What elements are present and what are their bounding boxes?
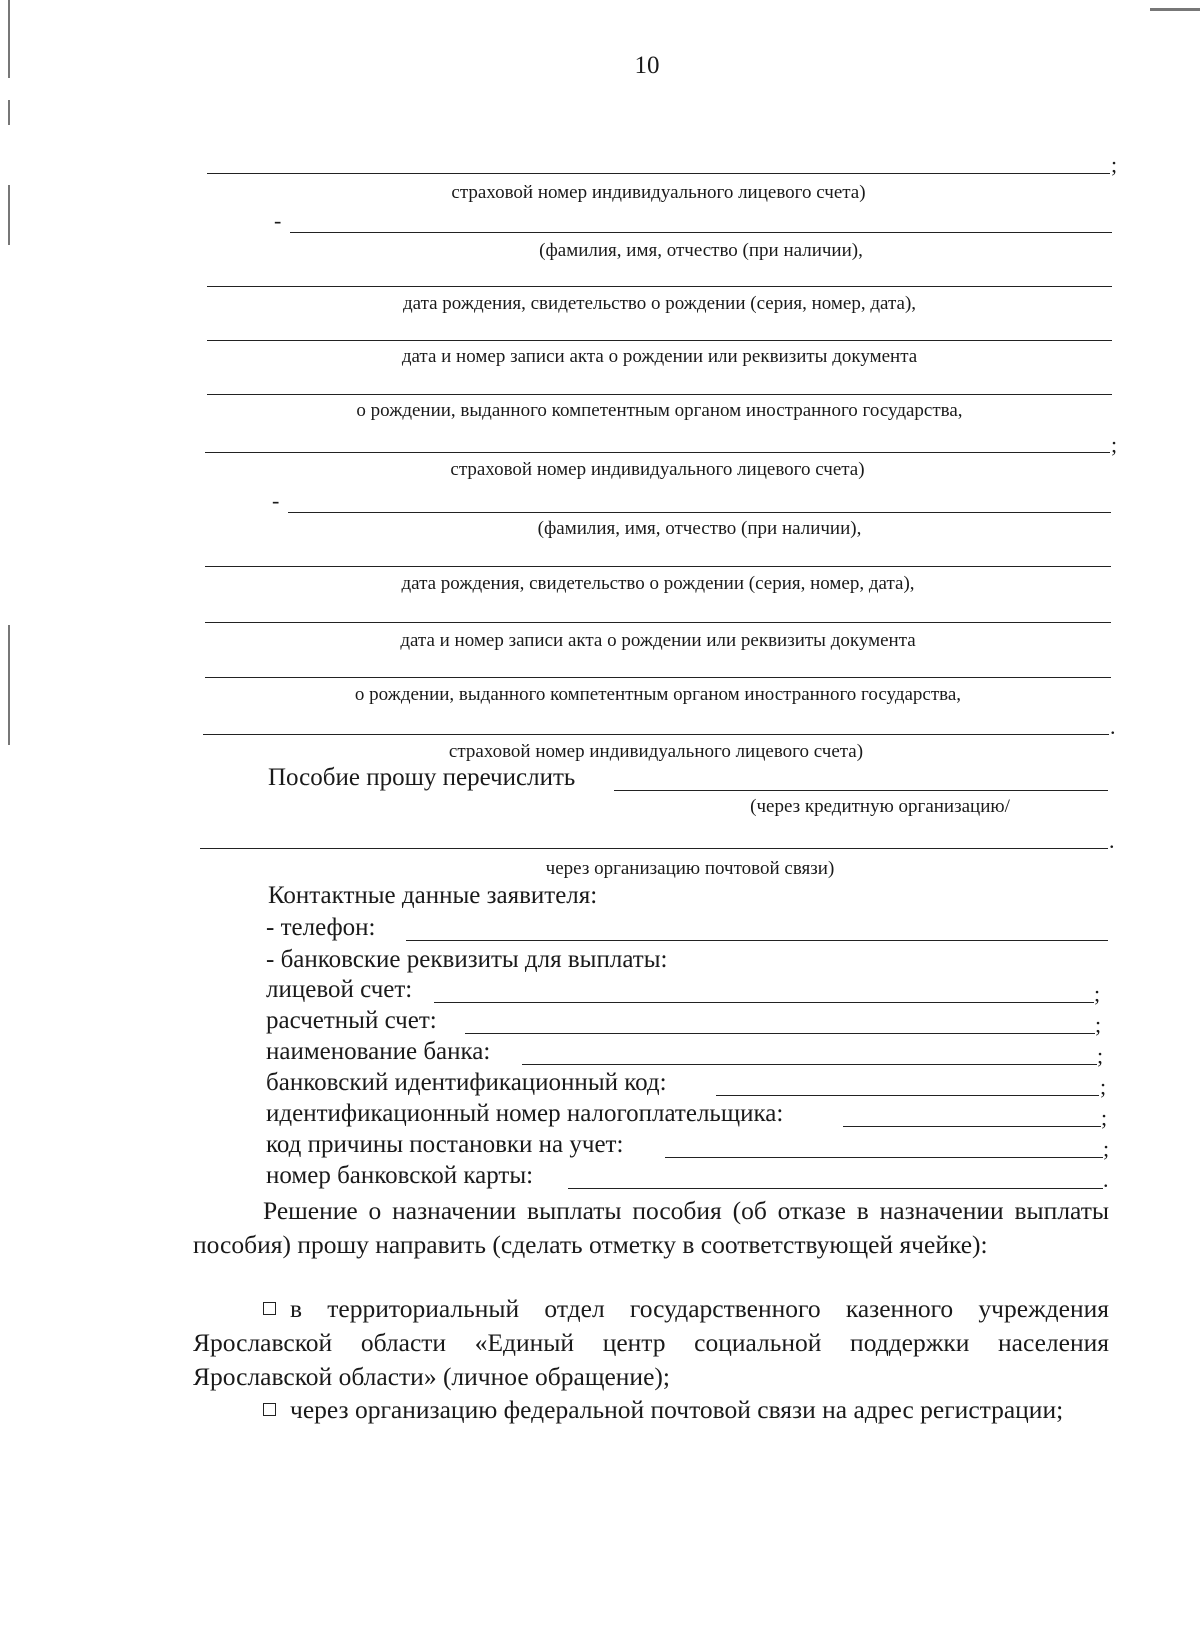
caption-birth: дата рождения, свидетельство о рождении (серия, номер, дата),: [401, 573, 915, 594]
fill-line: [205, 622, 1111, 623]
caption-birth: дата рождения, свидетельство о рождении (серия, номер, дата),: [402, 293, 917, 314]
scan-artifact: [1150, 8, 1200, 11]
semicolon: ;: [1111, 432, 1118, 457]
fill-line: [207, 173, 1110, 174]
page-number: 10: [634, 52, 660, 79]
option-1-text: в территориальный отдел государственного казенного учреждения Ярославской области «Единый центр социальной поддержки населения Ярославской области» (личное обращение);: [193, 1294, 1109, 1391]
fill-line: [290, 232, 1112, 233]
period: .: [1103, 1167, 1109, 1192]
kpp-label: код причины постановки на учет:: [266, 1131, 624, 1158]
scan-artifact: [8, 185, 10, 245]
phone-field[interactable]: [406, 940, 1108, 941]
payment-label: Пособие прошу перечислить: [268, 764, 576, 791]
fill-line: [205, 677, 1111, 678]
caption-snils: страховой номер индивидуального лицевого счета): [451, 182, 866, 203]
semicolon: ;: [1100, 1074, 1107, 1099]
card-number-field[interactable]: [568, 1188, 1103, 1189]
fill-line: [207, 286, 1112, 287]
fill-line: [207, 394, 1112, 395]
fill-line: [205, 566, 1111, 567]
caption-snils: страховой номер индивидуального лицевого счета): [450, 459, 865, 480]
caption-foreign: о рождении, выданного компетентным органом иностранного государства,: [356, 400, 963, 421]
semicolon: ;: [1101, 1105, 1108, 1130]
checkbox-personal-visit[interactable]: [263, 1302, 276, 1315]
scan-artifact: [8, 625, 10, 745]
dash: -: [274, 208, 282, 233]
bank-details-title: - банковские реквизиты для выплаты:: [266, 946, 668, 973]
dash: -: [272, 488, 280, 513]
payment-caption-1: (через кредитную организацию/: [750, 796, 1010, 817]
settlement-account-field[interactable]: [465, 1033, 1095, 1034]
inn-label: идентификационный номер налогоплательщика:: [266, 1100, 784, 1127]
caption-act: дата и номер записи акта о рождении или реквизиты документа: [401, 346, 918, 367]
fill-line: [205, 452, 1110, 453]
caption-act: дата и номер записи акта о рождении или реквизиты документа: [400, 630, 916, 651]
checkbox-postal[interactable]: [263, 1403, 276, 1416]
caption-snils: страховой номер индивидуального лицевого счета): [448, 741, 864, 762]
caption-foreign: о рождении, выданного компетентным органом иностранного государства,: [354, 684, 962, 705]
contacts-title: Контактные данные заявителя:: [268, 882, 598, 909]
inn-field[interactable]: [843, 1126, 1101, 1127]
period: .: [1109, 828, 1115, 853]
card-number-label: номер банковской карты:: [266, 1162, 534, 1189]
personal-account-field[interactable]: [434, 1002, 1094, 1003]
semicolon: ;: [1095, 1012, 1102, 1037]
semicolon: ;: [1103, 1136, 1110, 1161]
fill-line: [203, 734, 1109, 735]
bank-name-label: наименование банка:: [266, 1038, 491, 1065]
caption-fio: (фамилия, имя, отчество (при наличии),: [539, 240, 863, 261]
bik-label: банковский идентификационный код:: [266, 1069, 667, 1096]
decision-option-2: [193, 1393, 1109, 1427]
fill-line: [288, 512, 1111, 513]
phone-label: - телефон:: [266, 914, 376, 941]
bank-name-field[interactable]: [522, 1064, 1097, 1065]
semicolon: ;: [1094, 981, 1101, 1006]
fill-line: [207, 340, 1112, 341]
decision-paragraph: [193, 1194, 1109, 1262]
kpp-field[interactable]: [665, 1157, 1103, 1158]
bik-field[interactable]: [716, 1095, 1099, 1096]
payment-method-field[interactable]: [614, 790, 1108, 791]
payment-caption-2: через организацию почтовой связи): [545, 858, 835, 879]
scan-artifact: [8, 100, 10, 125]
settlement-account-label: расчетный счет:: [266, 1007, 437, 1034]
fill-line: [200, 848, 1108, 849]
semicolon: ;: [1097, 1043, 1104, 1068]
personal-account-label: лицевой счет:: [266, 976, 413, 1003]
semicolon: ;: [1111, 152, 1118, 177]
caption-fio: (фамилия, имя, отчество (при наличии),: [537, 518, 862, 539]
decision-text: Решение о назначении выплаты пособия (об отказе в назначении выплаты пособия) прошу направить (сделать отметку в соответствующей ячейке):: [193, 1196, 1109, 1259]
decision-option-1: [193, 1292, 1109, 1394]
option-2-text: через организацию федеральной почтовой связи на адрес регистрации;: [290, 1395, 1064, 1424]
period: .: [1110, 714, 1116, 739]
